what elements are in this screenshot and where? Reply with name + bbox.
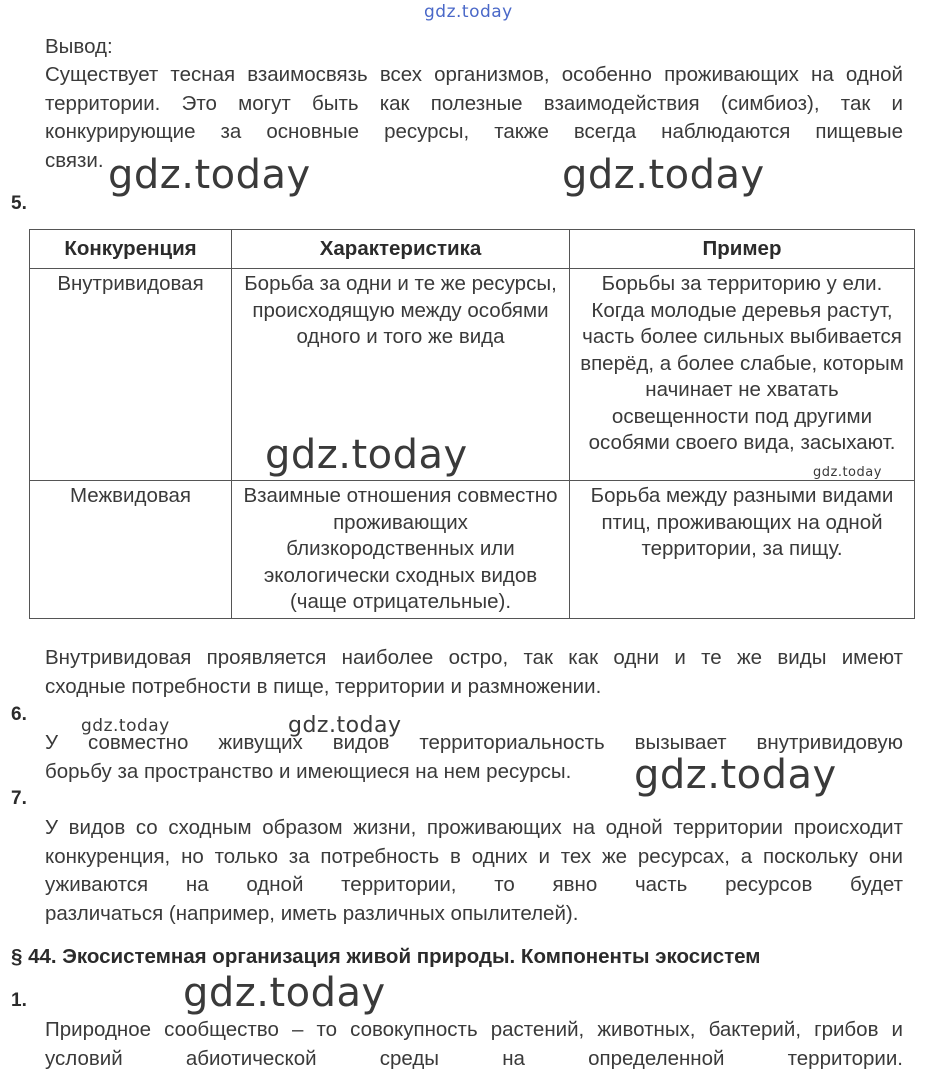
cell-type: Внутривидовая <box>30 269 232 481</box>
task7-line: У видов со сходным образом жизни, проживающих на одной территории происходит конкуренция, но только за потребность в одних и тех же ресурсах, а поскольку они уживаются на одной территории, то явно часть ресурсов будет <box>45 816 903 896</box>
cell-description: Взаимные отношения совместно проживающих близкородственных или экологически сходных видов (чаще отрицательные). <box>232 481 570 619</box>
task6-last-line: борьбу за пространство и имеющиеся на нем ресурсы. <box>45 759 572 783</box>
conclusion-text: Существует тесная взаимосвязь всех организмов, особенно проживающих на одной территории. Это могут быть как полезные взаимодействия (симбиоз), так и конкурирующие за основные ресурсы, также всегда наблюдаются пищевые <box>45 63 903 143</box>
task-number-5: 5. <box>11 193 27 214</box>
header-characteristic: Характеристика <box>232 230 570 269</box>
cell-description: Борьба за одни и те же ресурсы, происходящую между особями одного и того же вида <box>232 269 570 481</box>
section-heading: § 44. Экосистемная организация живой природы. Компоненты экосистем <box>11 945 761 968</box>
task-number-7: 7. <box>11 788 27 809</box>
table-row <box>30 481 915 619</box>
task5-after-last-line: сходные потребности в пище, территории и размножении. <box>45 674 602 698</box>
cell-example: Борьба между разными видами птиц, проживающих на одной территории, за пищу. <box>570 481 915 619</box>
conclusion-last-line: связи. <box>45 148 104 172</box>
header-competition: Конкуренция <box>30 230 232 269</box>
table-header-row <box>30 230 915 269</box>
cell-type: Межвидовая <box>30 481 232 619</box>
task6-line: У совместно живущих видов территориальность вызывает внутривидовую <box>45 731 903 754</box>
task7-text <box>45 814 903 928</box>
table-row <box>30 269 915 481</box>
watermark-top: gdz.today <box>424 2 513 22</box>
task7-last-line: различаться (например, иметь различных опылителей). <box>45 901 579 925</box>
conclusion-label: Вывод: <box>45 35 113 58</box>
watermark: gdz.today <box>81 716 170 736</box>
watermark: gdz.today <box>288 713 402 738</box>
watermark: gdz.today <box>562 152 765 198</box>
header-example: Пример <box>570 230 915 269</box>
watermark: gdz.today <box>265 432 468 478</box>
watermark: gdz.today <box>108 152 311 198</box>
watermark: gdz.today <box>813 465 882 480</box>
task5-after-text <box>45 644 903 701</box>
watermark: gdz.today <box>183 970 386 1016</box>
task-number-6: 6. <box>11 704 27 725</box>
watermark: gdz.today <box>634 752 837 798</box>
cell-example: Борьбы за территорию у ели. Когда молодые деревья растут, часть более сильных выбивается вперёд, а более слабые, которым начинает не хватать освещенности под другими особями своего вида, засыхают. <box>570 269 915 481</box>
task5-after-line: Внутривидовая проявляется наиболее остро, так как одни и те же виды имеют <box>45 646 903 669</box>
task1-text: Природное сообщество – то совокупность растений, животных, бактерий, грибов и условий абиотической среды на определенной территории. <box>45 1018 903 1070</box>
task-number-1: 1. <box>11 990 27 1011</box>
competition-table <box>29 229 915 619</box>
